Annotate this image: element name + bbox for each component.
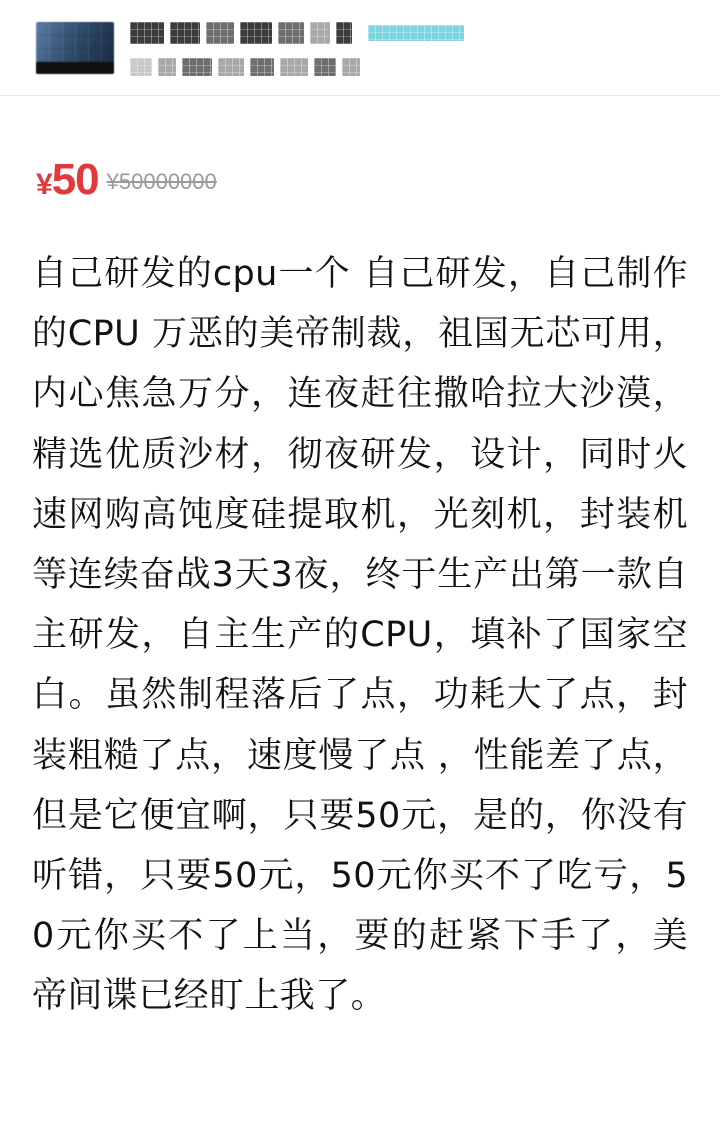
mosaic-block: [158, 58, 176, 76]
mosaic-block: [342, 58, 360, 76]
mosaic-block: [278, 22, 304, 44]
mosaic-block: [130, 22, 164, 44]
seller-name-redacted: [130, 20, 684, 46]
mosaic-block: [182, 58, 212, 76]
mosaic-block: [250, 58, 274, 76]
mosaic-block: [170, 22, 200, 44]
mosaic-badge: [368, 25, 464, 41]
current-price: 50: [51, 155, 99, 204]
seller-header[interactable]: [0, 0, 720, 96]
mosaic-block: [336, 22, 352, 44]
avatar[interactable]: [36, 22, 114, 74]
mosaic-block: [206, 22, 234, 44]
mosaic-block: [240, 22, 272, 44]
mosaic-block: [280, 58, 308, 76]
price-currency-symbol: ¥: [36, 168, 52, 201]
mosaic-block: [218, 58, 244, 76]
mosaic-block: [314, 58, 336, 76]
original-price: ¥50000000: [106, 169, 217, 194]
mosaic-block: [130, 58, 152, 76]
seller-subtitle-redacted: [130, 56, 684, 78]
price-row: [0, 96, 720, 202]
listing-description: 自己研发的cpu一个 自己研发，自己制作的CPU 万恶的美帝制裁，祖国无芯可用，内心焦急万分，连夜赶往撒哈拉大沙漠，精选优质沙材，彻夜研发，设计，同时火速网购高饨度硅提取机，光刻机，封装机等连续奋战3天3夜，终于生产出第一款自主研发，自主生产的CPU，填补了国家空白。虽然制程落后了点，功耗大了点，封装粗糙了点，速度慢了点 ，性能差了点，但是它便宜啊，只要50元，是的，你没有听错，只要50元，50元你买不了吃亏，50元你买不了上当，要的赶紧下手了，美帝间谍已经盯上我了。: [32, 254, 688, 1017]
seller-info: [130, 18, 684, 78]
mosaic-block: [310, 22, 330, 44]
